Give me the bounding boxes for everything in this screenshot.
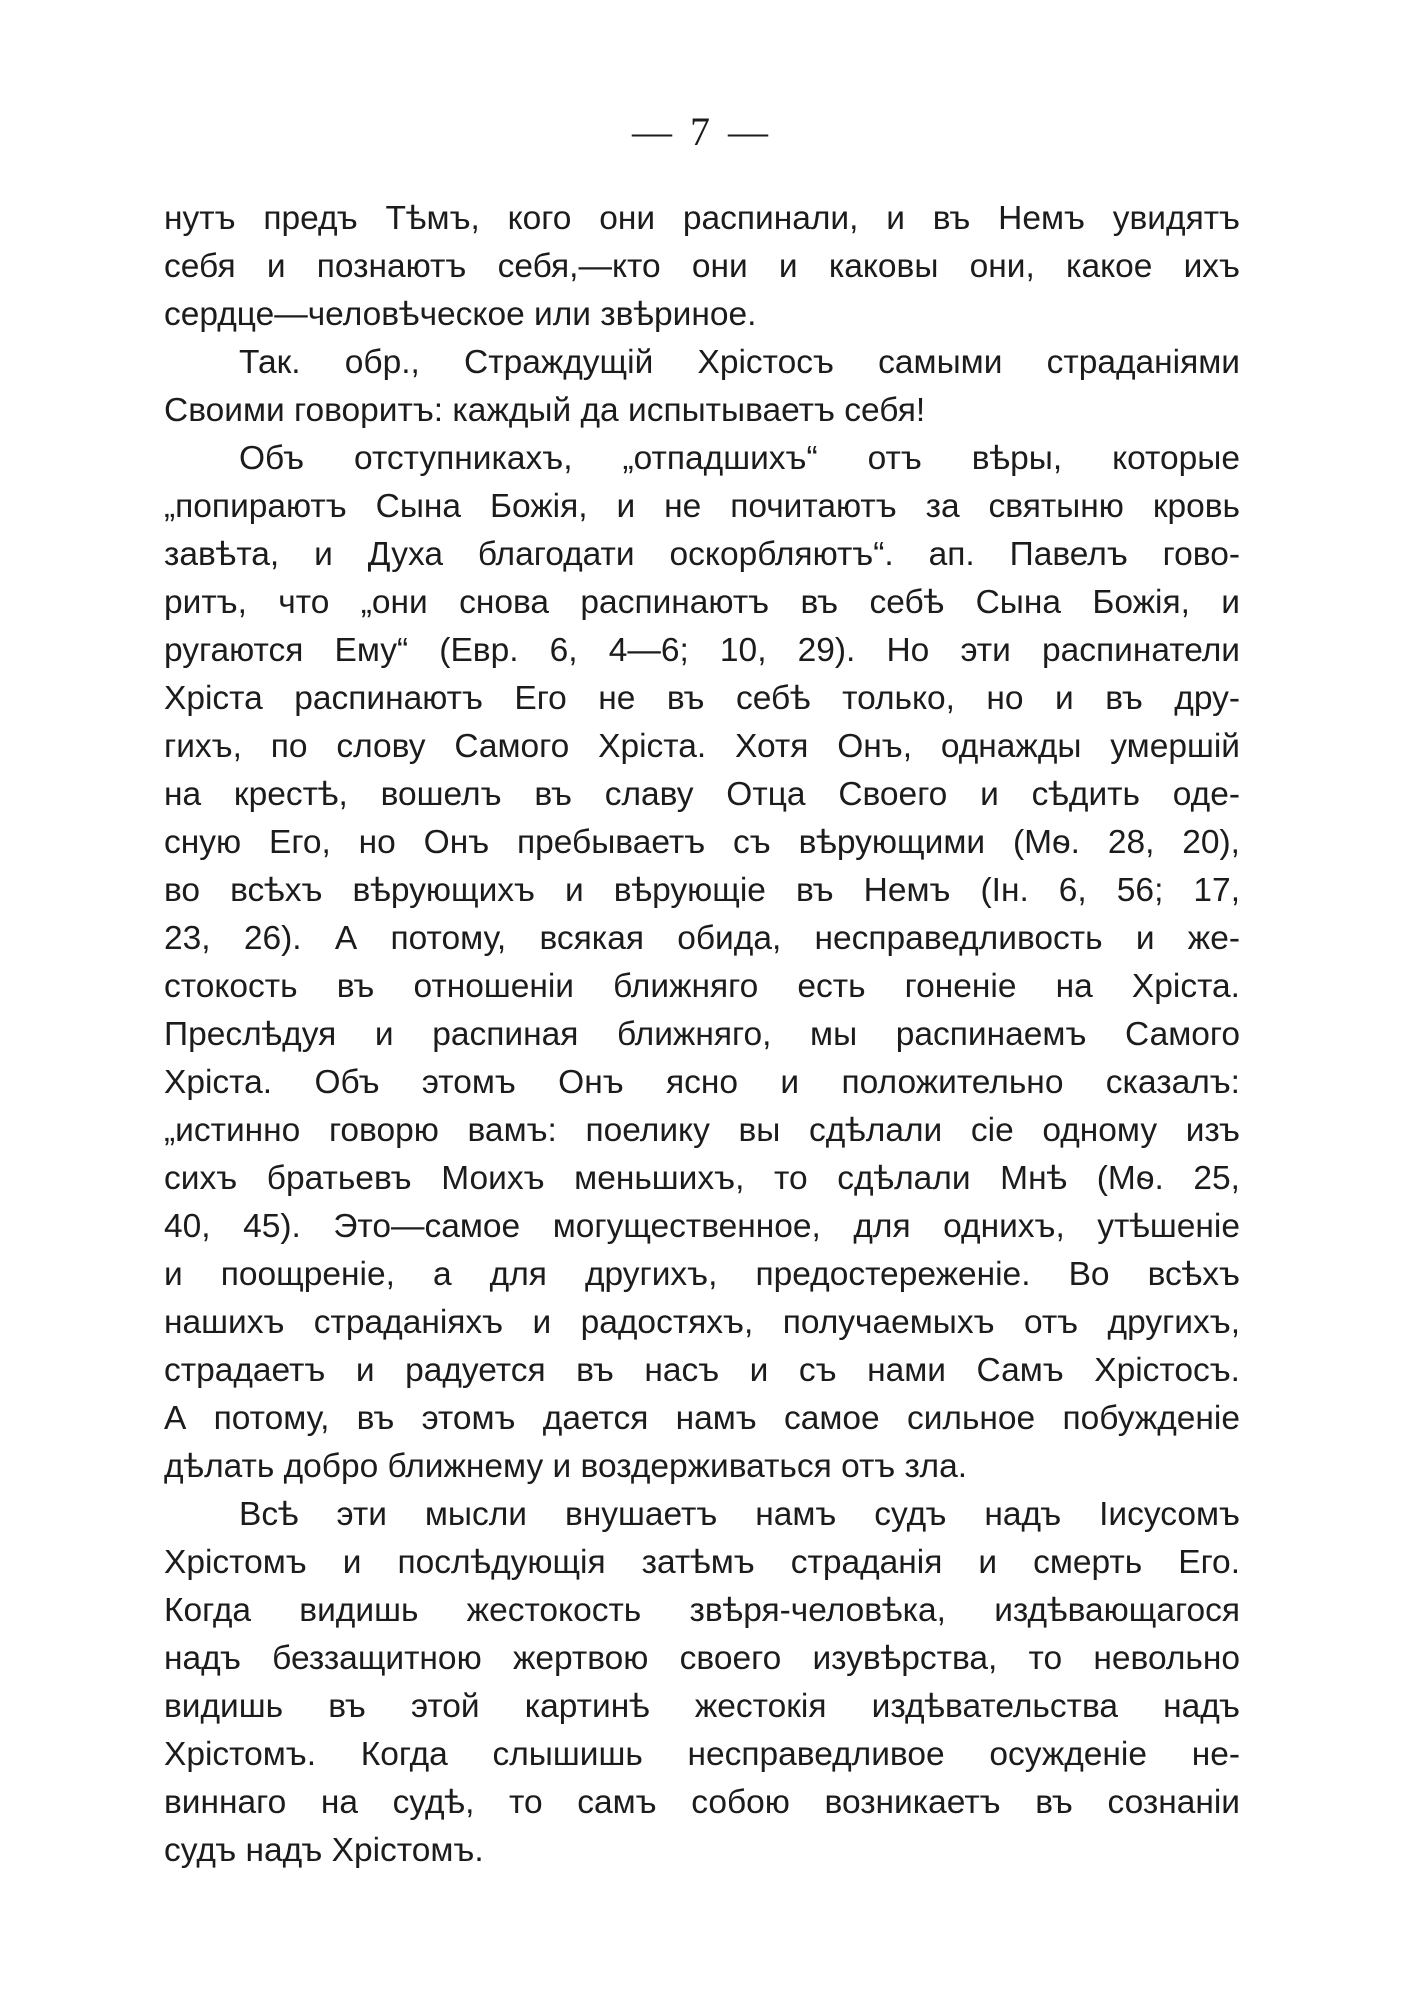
text-line: „попираютъ Сына Божія, и не почитаютъ за святыню кровь (164, 488, 1240, 525)
text-line: видишь въ этой картинѣ жестокія издѣвательства надъ (164, 1688, 1240, 1725)
text-line: виннаго на судѣ, то самъ собою возникаетъ въ сознаніи (164, 1784, 1240, 1821)
text-line: страдаетъ и радуется въ насъ и съ нами Самъ Хрістосъ. (164, 1352, 1240, 1389)
text-line: завѣта, и Духа благодати оскорбляютъ“. ап. Павелъ гово- (164, 536, 1240, 573)
text-line: 40, 45). Это—самое могущественное, для однихъ, утѣшеніе (164, 1208, 1240, 1245)
text-line: себя и познаютъ себя,—кто они и каковы они, какое ихъ (164, 248, 1240, 285)
text-line: Своими говоритъ: каждый да испытываетъ себя! (164, 392, 926, 429)
text-line: и поощреніе, а для другихъ, предостереженіе. Во всѣхъ (164, 1256, 1240, 1293)
text-line: Так. обр., Страждущій Хрістосъ самыми страданіями (239, 344, 1240, 381)
text-line: на крестѣ, вошелъ въ славу Отца Своего и сѣдить оде- (164, 776, 1240, 813)
text-line: сную Его, но Онъ пребываетъ съ вѣрующими (Мѳ. 28, 20), (164, 824, 1240, 861)
paragraph (164, 339, 1240, 435)
text-line: нашихъ страданіяхъ и радостяхъ, получаемыхъ отъ другихъ, (164, 1304, 1240, 1341)
text-line: сихъ братьевъ Моихъ меньшихъ, то сдѣлали Мнѣ (Мѳ. 25, (164, 1160, 1240, 1197)
text-line: ругаются Ему“ (Евр. 6, 4—6; 10, 29). Но эти распинатели (164, 632, 1240, 669)
text-line: Всѣ эти мысли внушаетъ намъ судъ надъ Іисусомъ (239, 1496, 1240, 1533)
paragraph (164, 195, 1240, 339)
text-line: „истинно говорю вамъ: поелику вы сдѣлали сіе одному изъ (164, 1112, 1240, 1149)
text-line: дѣлать добро ближнему и воздерживаться отъ зла. (164, 1448, 968, 1485)
text-line: Преслѣдуя и распиная ближняго, мы распинаемъ Самого (164, 1016, 1240, 1053)
text-line: А потому, въ этомъ дается намъ самое сильное побужденіе (164, 1400, 1240, 1437)
page-number: — 7 — (632, 109, 772, 154)
text-line: 23, 26). А потому, всякая обида, несправедливость и же- (164, 920, 1240, 957)
text-line: Объ отступникахъ, „отпадшихъ“ отъ вѣры, которые (239, 440, 1240, 477)
paragraph (164, 435, 1240, 1491)
text-line: во всѣхъ вѣрующихъ и вѣрующіе въ Немъ (Ін. 6, 56; 17, (164, 872, 1240, 909)
text-line: надъ беззащитною жертвою своего изувѣрства, то невольно (164, 1640, 1240, 1677)
text-line: Хрістомъ и послѣдующія затѣмъ страданія и смерть Его. (164, 1544, 1240, 1581)
text-line: Когда видишь жестокость звѣря-человѣка, издѣвающагося (164, 1592, 1240, 1629)
text-line: стокость въ отношеніи ближняго есть гоненіе на Хріста. (164, 968, 1240, 1005)
text-line: судъ надъ Хрістомъ. (164, 1832, 484, 1869)
paragraph (164, 1491, 1240, 1875)
text-line: Хрістомъ. Когда слышишь несправедливое осужденіе не- (164, 1736, 1240, 1773)
text-line: нутъ предъ Тѣмъ, кого они распинали, и въ Немъ увидятъ (164, 200, 1240, 237)
text-line: гихъ, по слову Самого Хріста. Хотя Онъ, однажды умершій (164, 728, 1240, 765)
text-line: Хріста распинаютъ Его не въ себѣ только, но и въ дру- (164, 680, 1240, 717)
text-line: Хріста. Объ этомъ Онъ ясно и положительно сказалъ: (164, 1064, 1240, 1101)
page-body (164, 195, 1240, 1875)
text-line: ритъ, что „они снова распинаютъ въ себѣ Сына Божія, и (164, 584, 1240, 621)
text-line: сердце—человѣческое или звѣриное. (164, 296, 757, 333)
